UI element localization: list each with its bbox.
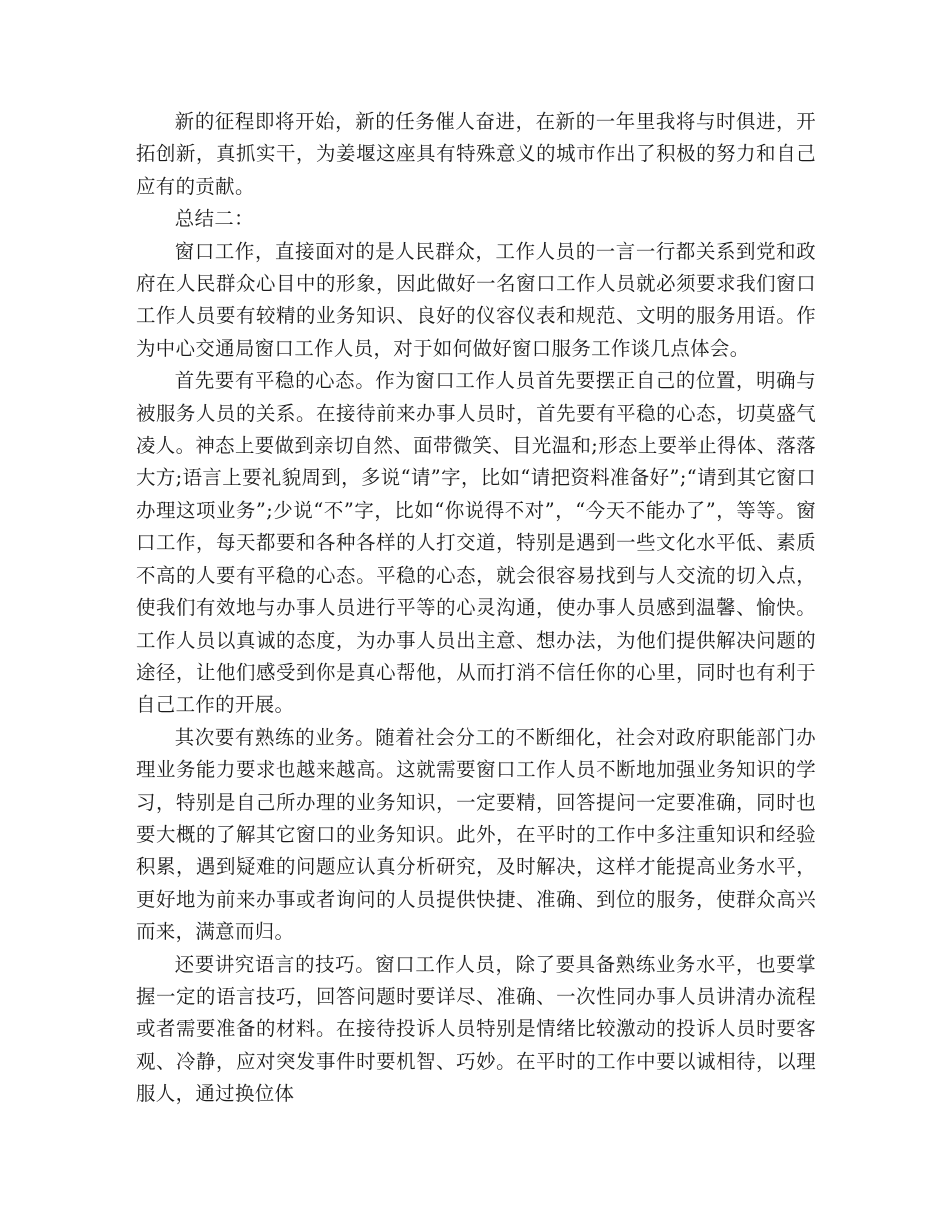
paragraph-closing: 新的征程即将开始，新的任务催人奋进，在新的一年里我将与时俱进，开拓创新，真抓实干，为姜堰这座具有特殊意义的城市作出了积极的努力和自己应有的贡献。: [136, 110, 816, 198]
paragraph-intro: 窗口工作，直接面对的是人民群众，工作人员的一言一行都关系到党和政府在人民群众心目中的形象，因此做好一名窗口工作人员就必须要求我们窗口工作人员要有较精的业务知识、良好的仪容仪表和规范、文明的服务用语。作为中心交通局窗口工作人员，对于如何做好窗口服务工作谈几点体会。: [136, 239, 816, 360]
document-body: [136, 106, 816, 1111]
section-heading-summary-two: 总结二：: [174, 207, 254, 231]
paragraph-language-skills: 还要讲究语言的技巧。窗口工作人员，除了要具备熟练业务水平，也要掌握一定的语言技巧，回答问题时要详尽、准确、一次性同办事人员讲清办流程或者需要准备的材料。在接待投诉人员特别是情绪比较激动的投诉人员时要客观、冷静，应对突发事件时要机智、巧妙。在平时的工作中要以诚相待，以理服人，通过换位体: [136, 952, 816, 1106]
paragraph-skilled-business: 其次要有熟练的业务。随着社会分工的不断细化，社会对政府职能部门办理业务能力要求也越来越高。这就需要窗口工作人员不断地加强业务知识的学习，特别是自己所办理的业务知识，一定要精，回答提问一定要准确，同时也要大概的了解其它窗口的业务知识。此外，在平时的工作中多注重知识和经验积累，遇到疑难的问题应认真分析研究，及时解决，这样才能提高业务水平，更好地为前来办事或者询问的人员提供快捷、准确、到位的服务，使群众高兴而来，满意而归。: [136, 725, 816, 944]
paragraph-calm-mindset: 首先要有平稳的心态。作为窗口工作人员首先要摆正自己的位置，明确与被服务人员的关系。在接待前来办事人员时，首先要有平稳的心态，切莫盛气凌人。神态上要做到亲切自然、面带微笑、目光温和;形态上要举止得体、落落大方;语言上要礼貌周到，多说“请”字，比如“请把资料准备好”;“请到其它窗口办理这项业务”;少说“不”字，比如“你说得不对”，“今天不能办了”，等等。窗口工作，每天都要和各种各样的人打交道，特别是遇到一些文化水平低、素质不高的人要有平稳的心态。平稳的心态，就会很容易找到与人交流的切入点，使我们有效地与办事人员进行平等的心灵沟通，使办事人员感到温馨、愉快。工作人员以真诚的态度，为办事人员出主意、想办法，为他们提供解决问题的途径，让他们感受到你是真心帮他，从而打消不信任你的心里，同时也有利于自己工作的开展。: [136, 369, 816, 717]
